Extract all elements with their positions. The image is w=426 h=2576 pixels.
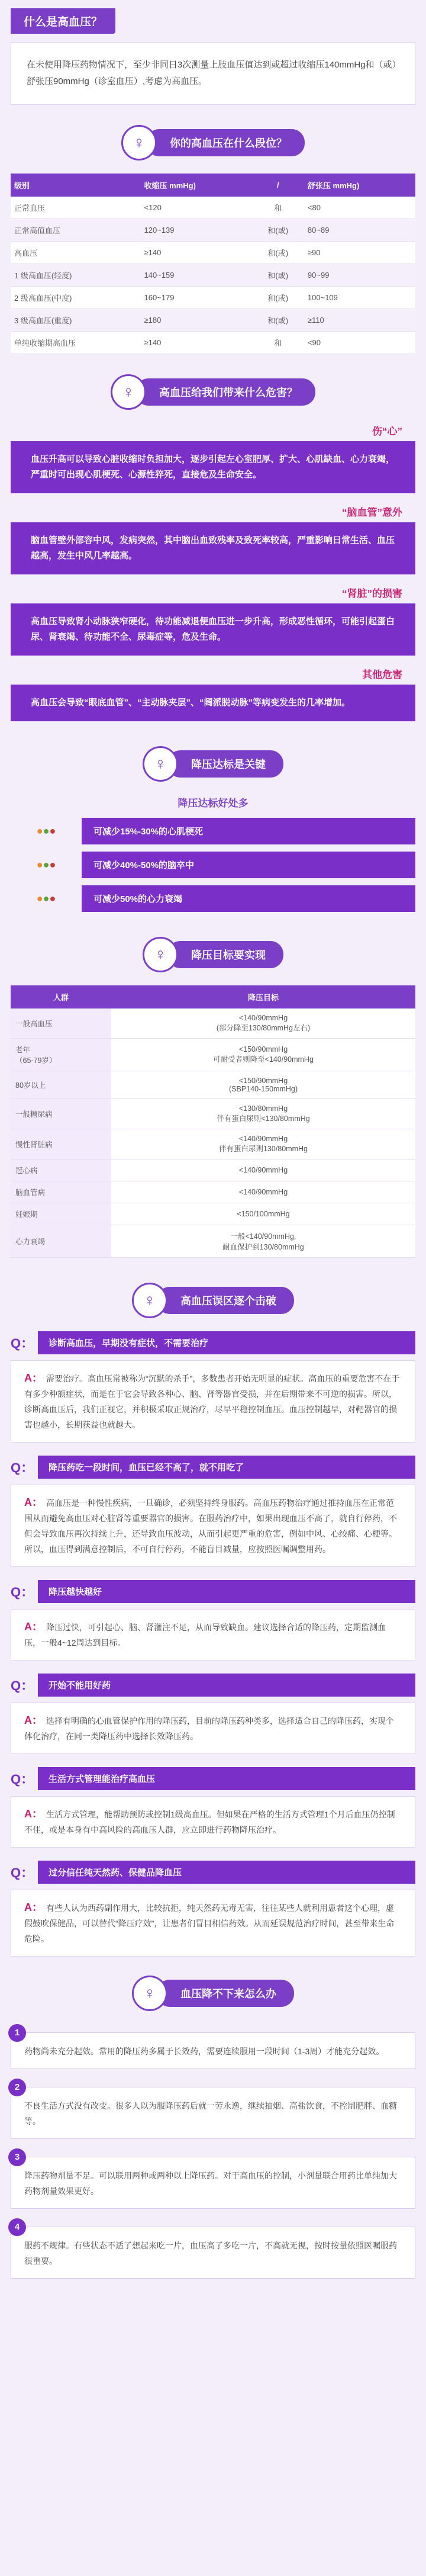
question-text: 开始不能用好药 <box>38 1674 415 1697</box>
table-cell: <140/90mmHg <box>111 1181 415 1203</box>
answer-box <box>11 1796 415 1848</box>
danger-label: “肾脏”的损害 <box>342 588 402 599</box>
table-cell: 慢性肾脏病 <box>11 1129 111 1159</box>
bp-header-cell: / <box>252 174 304 197</box>
reason-item <box>11 2218 415 2279</box>
benefit-item <box>11 852 415 878</box>
target-table-wrap <box>11 985 415 1258</box>
table-cell: ≥140 <box>141 332 252 354</box>
question-row <box>11 1674 415 1697</box>
qa-item <box>11 1456 415 1567</box>
benefit-text: 可减少15%-30%的心肌梗死 <box>82 818 415 844</box>
table-cell: 正常高值血压 <box>11 219 141 242</box>
question-row <box>11 1456 415 1479</box>
answer-box <box>11 1703 415 1754</box>
target-header-cell: 人群 <box>11 985 111 1008</box>
table-row <box>11 1039 415 1071</box>
qa-item <box>11 1861 415 1957</box>
bp-level-table <box>11 174 415 354</box>
benefit-text: 可减少50%的心力衰竭 <box>82 885 415 912</box>
qa-item <box>11 1331 415 1443</box>
question-row <box>11 1861 415 1884</box>
table-cell: <140/90mmHg (部分降至130/80mmHg左右) <box>111 1008 415 1039</box>
table-cell: 单纯收缩期高血压 <box>11 332 141 354</box>
reason-heading <box>0 1974 426 2012</box>
reason-text: 不良生活方式没有改变。很多人以为服降压药后就一劳永逸，继续抽烟、高盐饮食，不控制肥胖、血糖等。 <box>11 2087 415 2139</box>
table-cell: 和(或) <box>252 287 304 309</box>
answer-box <box>11 1890 415 1957</box>
danger-heading <box>0 373 426 411</box>
question-mark: Q： <box>11 1678 34 1693</box>
question-mark: Q： <box>11 1865 34 1880</box>
answer-text: 降压过快，可引起心、脑、肾灌注不足，从而导致缺血。建议选择合适的降压药，定期监测血压，一般4~12周达到目标。 <box>24 1623 386 1647</box>
doctor-icon: ♀ <box>143 937 178 972</box>
target-title: 降压目标要实现 <box>167 941 283 968</box>
intro-text: 在未使用降压药物情况下，至少非同日3次测量上肢血压值达到或超过收缩压140mmHg和（或）舒张压90mmHg（诊室血压）,考虑为高血压。 <box>11 42 415 105</box>
qa-item <box>11 1580 415 1660</box>
table-cell: 和 <box>252 197 304 219</box>
table-cell: 2 级高血压(中度) <box>11 287 141 309</box>
reason-title: 血压降不下来怎么办 <box>157 1980 294 2007</box>
table-row <box>11 264 415 287</box>
answer-text: 生活方式管理，能帮助预防或控制1级高血压。但如果在严格的生活方式管理1个月后血压仍控制不佳，或是本身有中高风险的高血压人群，应立即进行药物降压治疗。 <box>24 1810 395 1835</box>
table-cell: ≥110 <box>304 309 415 332</box>
table-row <box>11 1225 415 1258</box>
question-row <box>11 1331 415 1354</box>
table-cell: 120~139 <box>141 219 252 242</box>
table-row <box>11 197 415 219</box>
table-cell: 和(或) <box>252 219 304 242</box>
reason-item <box>11 2079 415 2139</box>
table-cell: 80~89 <box>304 219 415 242</box>
table-cell: 3 级高血压(重度) <box>11 309 141 332</box>
goal-heading <box>0 745 426 783</box>
question-row <box>11 1580 415 1603</box>
question-row <box>11 1767 415 1790</box>
table-row <box>11 1071 415 1099</box>
danger-text: 高血压导致肾小动脉狭窄硬化，待功能减退便血压进一步升高，形成恶性循环，可能引起蛋白尿、肾衰竭、待功能不全、尿毒症等，危及生命。 <box>11 603 415 656</box>
danger-label: “脑血管”意外 <box>342 507 402 518</box>
benefit-list <box>0 818 426 912</box>
benefit-item <box>11 818 415 844</box>
qa-item <box>11 1767 415 1848</box>
target-heading <box>0 936 426 974</box>
reason-item <box>11 2148 415 2209</box>
myth-title: 高血压误区逐个击破 <box>157 1287 294 1314</box>
danger-title: 高血压给我们带来什么危害？ <box>135 378 315 406</box>
table-cell: 80岁以上 <box>11 1071 111 1099</box>
danger-label: 伤“心” <box>372 426 402 437</box>
stage-title: 你的高血压在什么段位？ <box>146 129 305 156</box>
answer-mark: A： <box>24 1714 43 1726</box>
bp-header-cell: 收缩压 mmHg) <box>141 174 252 197</box>
table-cell: 一般<140/90mmHg, 耐血保护到130/80mmHg <box>111 1225 415 1258</box>
table-cell: 140~159 <box>141 264 252 287</box>
target-table <box>11 985 415 1258</box>
answer-mark: A： <box>24 1902 43 1913</box>
table-cell: ≥180 <box>141 309 252 332</box>
table-cell: <140/90mmHg <box>111 1159 415 1181</box>
answer-mark: A： <box>24 1372 43 1384</box>
table-cell: 和 <box>252 332 304 354</box>
answer-box <box>11 1485 415 1567</box>
table-cell: 和(或) <box>252 242 304 264</box>
question-mark: Q： <box>11 1585 34 1599</box>
table-row <box>11 1099 415 1129</box>
pill-icon: ● ● ● <box>36 825 56 837</box>
reason-item <box>11 2024 415 2069</box>
table-row <box>11 332 415 354</box>
answer-mark: A： <box>24 1496 43 1508</box>
intro-section <box>0 0 426 105</box>
question-text: 生活方式管理能治疗高血压 <box>38 1767 415 1790</box>
answer-box <box>11 1360 415 1443</box>
table-cell: 高血压 <box>11 242 141 264</box>
goal-subtitle: 降压达标好处多 <box>178 798 248 809</box>
doctor-icon: ♀ <box>132 1283 167 1318</box>
table-cell: 100~109 <box>304 287 415 309</box>
doctor-icon: ♀ <box>132 1976 167 2011</box>
table-cell: 脑血管病 <box>11 1181 111 1203</box>
reason-text: 降压药物剂量不足。可以联用两种或两种以上降压药。对于高血压的控制，小剂量联合用药比单纯加大药物剂量效果更好。 <box>11 2157 415 2209</box>
doctor-icon: ♀ <box>121 125 157 160</box>
qa-item <box>11 1674 415 1754</box>
target-header-cell: 降压目标 <box>111 985 415 1008</box>
table-row <box>11 1008 415 1039</box>
table-cell: 妊娠期 <box>11 1203 111 1225</box>
answer-text: 需要治疗。高血压常被称为“沉默的杀手”，多数患者开始无明显的症状。高血压的重要危害不在于有多少种额症状，而是在于它会导致各种心、脑、肾等器官受损，并在后期带来不可逆的损害。所以，诊断高血压后，我们正视它，并积极采取正规治疗，尽早平稳控制血压。血压控制越早，对靶器官的损害也越小，长期获益也就越大。 <box>24 1374 400 1430</box>
reason-number: 1 <box>8 2024 26 2042</box>
table-cell: 1 级高血压(轻度) <box>11 264 141 287</box>
myth-heading <box>0 1281 426 1319</box>
table-cell: 冠心病 <box>11 1159 111 1181</box>
question-mark: Q： <box>11 1336 34 1351</box>
table-cell: 一般糖尿病 <box>11 1099 111 1129</box>
qa-list <box>0 1331 426 1957</box>
question-text: 诊断高血压，早期没有症状，不需要治疗 <box>38 1331 415 1354</box>
pill-icon: ● ● ● <box>36 859 56 871</box>
doctor-icon: ♀ <box>143 746 178 782</box>
table-row <box>11 1181 415 1203</box>
table-cell: 160~179 <box>141 287 252 309</box>
reason-list <box>0 2024 426 2279</box>
bp-header-cell: 舒张压 mmHg) <box>304 174 415 197</box>
bp-table-wrap <box>11 174 415 354</box>
danger-list <box>0 423 426 721</box>
reason-number: 4 <box>8 2218 26 2236</box>
question-text: 过分信任纯天然药、保健品降血压 <box>38 1861 415 1884</box>
reason-text: 服药不规律。有些状态不适了想起来吃一片，血压高了多吃一片，不高就无视，按时按量依照医嘱服药很重要。 <box>11 2227 415 2279</box>
question-text: 降压越快越好 <box>38 1580 415 1603</box>
table-cell: 心力衰竭 <box>11 1225 111 1258</box>
table-row <box>11 287 415 309</box>
table-cell: 90~99 <box>304 264 415 287</box>
danger-text: 血压升高可以导致心脏收缩时负担加大，逐步引起左心室肥厚、扩大、心肌缺血、心力衰竭，严重时可出现心肌梗死、心源性猝死，直接危及生命安全。 <box>11 441 415 493</box>
benefit-item <box>11 885 415 912</box>
reason-number: 3 <box>8 2148 26 2166</box>
table-cell: <130/80mmHg 伴有蛋白尿则<130/80mmHg <box>111 1099 415 1129</box>
table-row <box>11 1129 415 1159</box>
table-row <box>11 1203 415 1225</box>
answer-box <box>11 1609 415 1660</box>
answer-mark: A： <box>24 1808 43 1820</box>
table-cell: 和(或) <box>252 309 304 332</box>
danger-text: 高血压会导致“眼底血管”、“主动脉夹层”、“阔派脱动脉”等病变发生的几率增加。 <box>11 685 415 721</box>
table-cell: <150/90mmHg (SBP140-150mmHg) <box>111 1071 415 1099</box>
doctor-icon: ♀ <box>111 374 146 410</box>
answer-text: 有些人认为西药副作用大，比较抗拒，纯天然药无毒无害，往往某些人就利用患者这个心理，虚假鼓吹保健品，可以替代“降压疗效”，让患者们冒目相信药效。从而延误规范治疗时间，甚至带来生命危险。 <box>24 1903 395 1944</box>
table-cell: <120 <box>141 197 252 219</box>
stage-heading <box>0 124 426 162</box>
bp-header-cell: 级别 <box>11 174 141 197</box>
reason-number: 2 <box>8 2079 26 2096</box>
table-cell: <150/90mmHg 可耐受者则降至<140/90mmHg <box>111 1039 415 1071</box>
benefit-text: 可减少40%-50%的脑卒中 <box>82 852 415 878</box>
table-row <box>11 1159 415 1181</box>
question-mark: Q： <box>11 1772 34 1787</box>
table-cell: <90 <box>304 332 415 354</box>
table-row <box>11 219 415 242</box>
question-mark: Q： <box>11 1460 34 1475</box>
danger-text: 脑血管壁外部容中风，发病突然，其中脑出血致残率及致死率较高，严重影响日常生活、血压越高，发生中风几率越高。 <box>11 522 415 574</box>
intro-label: 什么是高血压？ <box>11 8 115 34</box>
table-cell: 一般高血压 <box>11 1008 111 1039</box>
pill-icon: ● ● ● <box>36 892 56 904</box>
table-cell: <140/90mmHg 伴有蛋白尿则130/80mmHg <box>111 1129 415 1159</box>
table-cell: ≥90 <box>304 242 415 264</box>
table-cell: 老年 （65-79岁） <box>11 1039 111 1071</box>
table-cell: ≥140 <box>141 242 252 264</box>
reason-text: 药物尚未充分起效。常用的降压药多属于长效药，需要连续服用一段时间（1-3周）才能充分起效。 <box>11 2032 415 2069</box>
table-cell: <150/100mmHg <box>111 1203 415 1225</box>
answer-mark: A： <box>24 1621 43 1633</box>
danger-label: 其他危害 <box>362 669 402 680</box>
table-row <box>11 242 415 264</box>
goal-title: 降压达标是关键 <box>167 750 283 778</box>
answer-text: 选择有明确的心血管保护作用的降压药，目前的降压药种类多，选择适合自己的降压药，实现个体化治疗，在同一类降压药中选择长效降压药。 <box>24 1716 394 1741</box>
table-cell: 和(或) <box>252 264 304 287</box>
question-text: 降压药吃一段时间，血压已经不高了，就不用吃了 <box>38 1456 415 1479</box>
table-cell: <80 <box>304 197 415 219</box>
answer-text: 高血压是一种慢性疾病，一旦确诊，必须坚持终身服药。高血压药物治疗通过推持血压在正常范围从而避免高血压对心脏肾等重要器官的损害。在服药治疗中，如果出现血压不高了，就自行停药，不但会导致血压再次持续上升，还导致血压波动，从而引起更严重的危害，例如中风、心绞痛、心梗等。所以，血压得到满意控制后，不可自行停药，不能盲目减量，应按照医嘱调整用药。 <box>24 1498 397 1554</box>
table-row <box>11 309 415 332</box>
table-cell: 正常血压 <box>11 197 141 219</box>
